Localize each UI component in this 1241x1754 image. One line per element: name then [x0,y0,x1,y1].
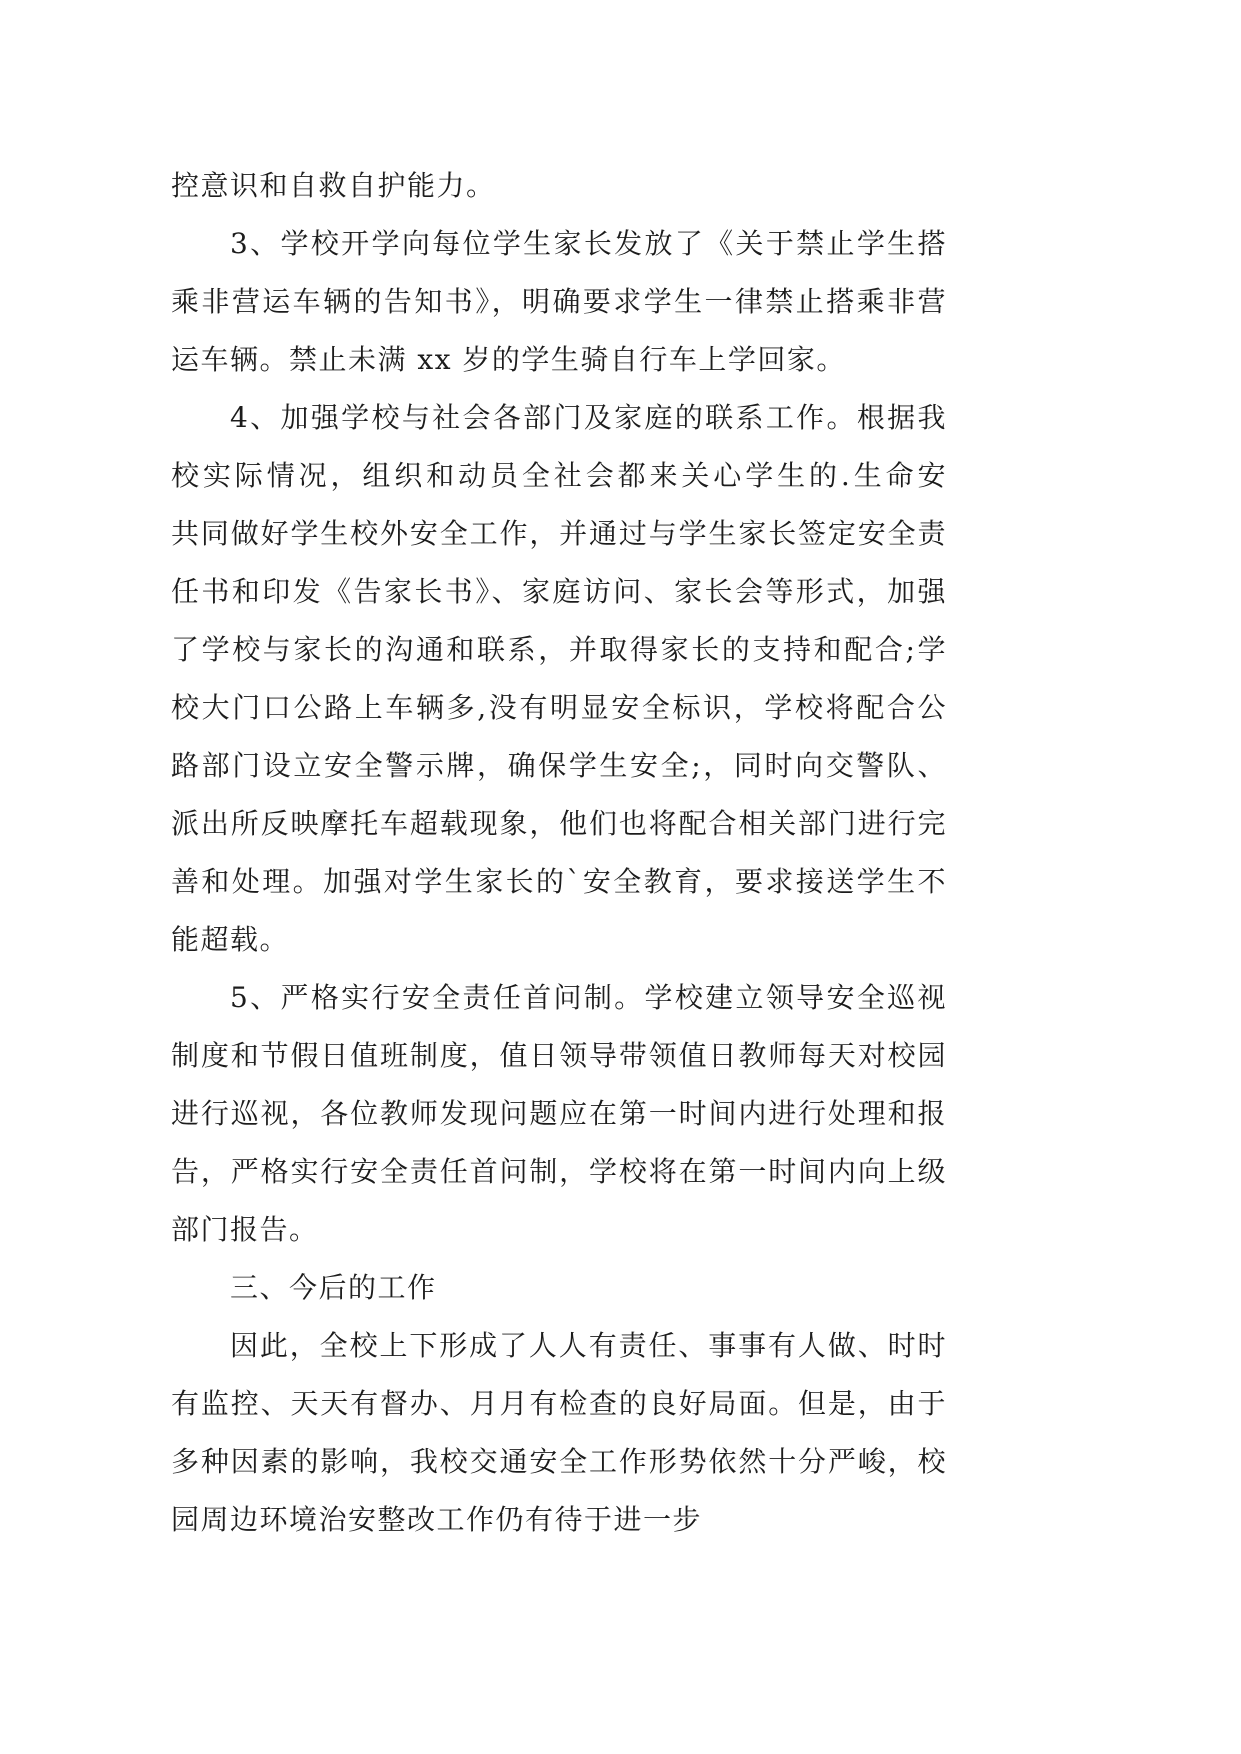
paragraph [171,389,947,969]
text-line: 校实际情况，组织和动员全社会都来关心学生的.生命安 [171,459,947,492]
text-line: 派出所反映摩托车超载现象，他们也将配合相关部门进行完 [171,807,947,840]
text-line: 有监控、天天有督办、月月有检查的良好局面。但是，由于 [171,1387,947,1420]
section-heading-text: 三、今后的工作 [230,1271,437,1304]
document-body [171,157,947,1549]
text-line: 了学校与家长的沟通和联系，并取得家长的支持和配合;学 [171,633,947,666]
text-line: 校大门口公路上车辆多,没有明显安全标识，学校将配合公 [171,691,947,724]
text-line: 制度和节假日值班制度，值日领导带领值日教师每天对校园 [171,1039,947,1072]
text-line: 运车辆。禁止未满 xx 岁的学生骑自行车上学回家。 [171,343,846,376]
text-line: 3、学校开学向每位学生家长发放了《关于禁止学生搭 [230,227,947,260]
paragraph [171,969,947,1259]
text-line: 控意识和自救自护能力。 [171,169,496,202]
paragraph [171,157,947,215]
text-line: 5、严格实行安全责任首问制。学校建立领导安全巡视 [230,981,947,1014]
text-line: 4、加强学校与社会各部门及家庭的联系工作。根据我 [230,401,947,434]
text-line: 因此，全校上下形成了人人有责任、事事有人做、时时 [230,1329,947,1362]
text-line: 告，严格实行安全责任首问制，学校将在第一时间内向上级 [171,1155,947,1188]
paragraph [171,1317,947,1549]
text-line: 能超载。 [171,923,290,956]
text-line: 共同做好学生校外安全工作，并通过与学生家长签定安全责 [171,517,947,550]
text-line: 任书和印发《告家长书》、家庭访问、家长会等形式，加强 [171,575,947,608]
paragraph [171,215,947,389]
text-line: 部门报告。 [171,1213,319,1246]
text-line: 园周边环境治安整改工作仍有待于进一步 [171,1503,703,1536]
text-line: 多种因素的影响，我校交通安全工作形势依然十分严峻，校 [171,1445,947,1478]
text-line: 进行巡视，各位教师发现问题应在第一时间内进行处理和报 [171,1097,947,1130]
section-heading [171,1259,947,1317]
text-line: 乘非营运车辆的告知书》，明确要求学生一律禁止搭乘非营 [171,285,947,318]
text-line: 路部门设立安全警示牌，确保学生安全;，同时向交警队、 [171,749,947,782]
text-line: 善和处理。加强对学生家长的`安全教育，要求接送学生不 [171,865,947,898]
